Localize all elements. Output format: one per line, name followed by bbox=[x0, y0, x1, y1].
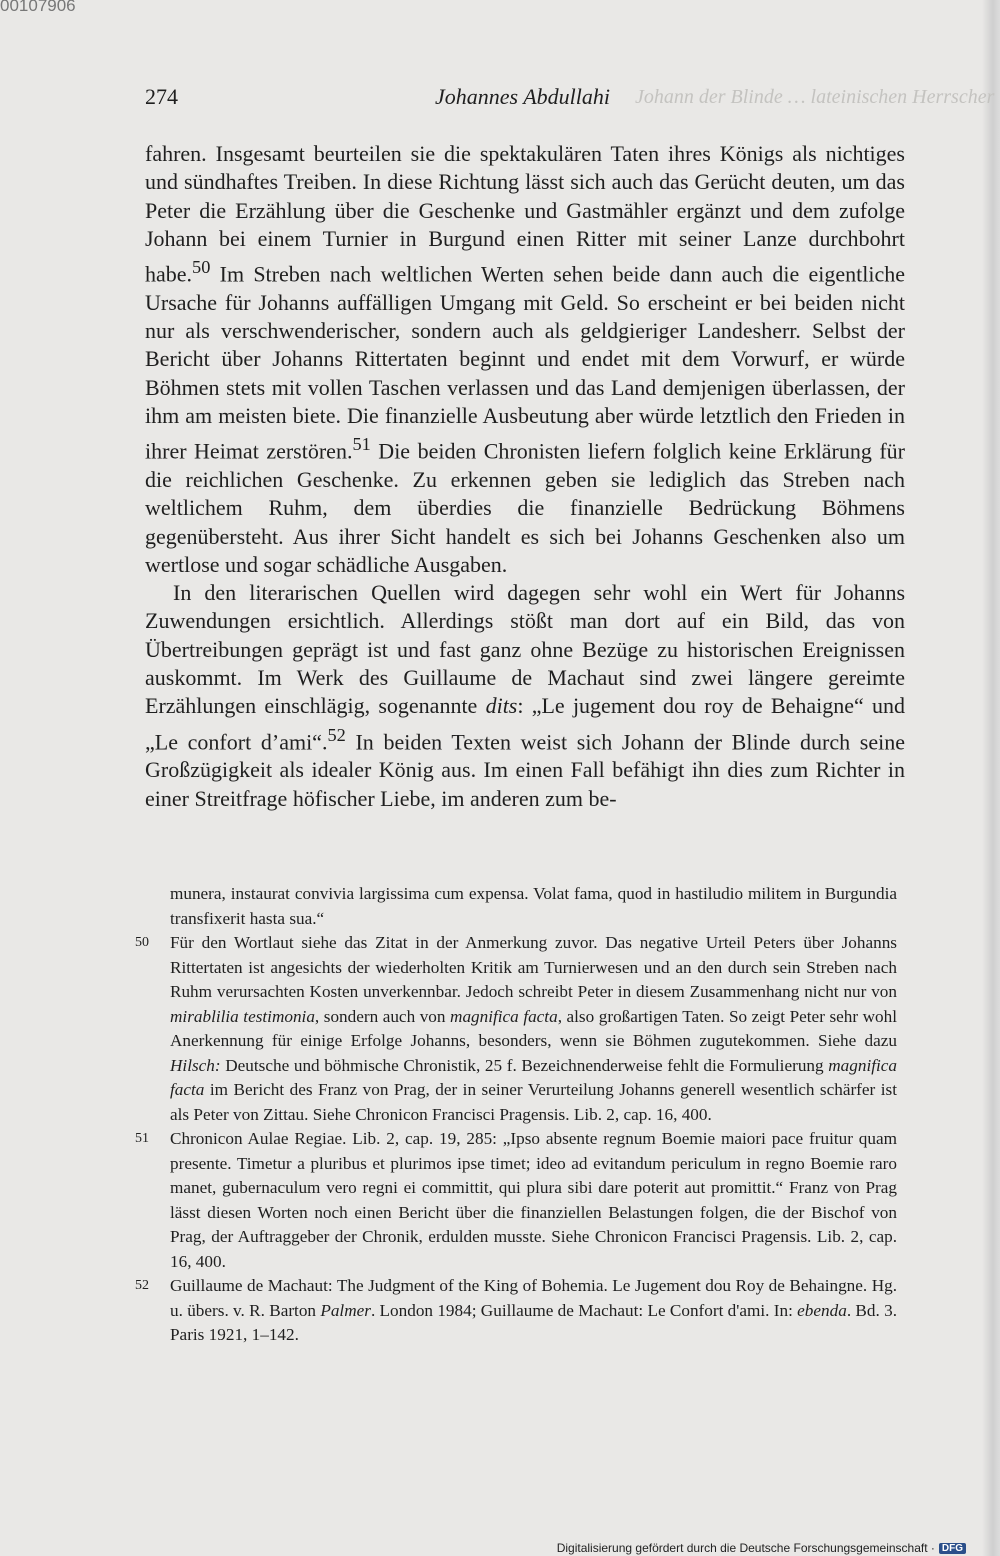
paragraph-2 bbox=[145, 579, 905, 813]
footnote-text: . London 1984; Guillaume de Machaut: Le Confort d'ami. In: bbox=[370, 1300, 798, 1320]
footnote-text: , also großartigen Taten. So zeigt Peter sehr wohl Anerkennung für einige Erfolge Johanns, besonders, wenn sie Böhmen zugutekommen. Siehe dazu bbox=[170, 1006, 898, 1050]
footnote-ref-50: 50 bbox=[192, 257, 211, 278]
page-number: 274 bbox=[145, 84, 178, 109]
footnote-51 bbox=[135, 1127, 897, 1274]
footnotes bbox=[135, 882, 897, 1348]
footnote-ref-51: 51 bbox=[352, 434, 371, 455]
footnote-continuation bbox=[135, 882, 897, 931]
footnote-text: Chronicon Aulae Regiae. Lib. 2, cap. 19, 285: „Ipso absente regnum Boemie maiori pace fruitur quam presente. Timetur a pluribus et plurimos ipse timet; ideo ad evitandum periculum in regno Boemie raro manet, gubernaculum vero regni ei committit, qui plura sibi dare poterit aut promittit.“ Franz von Prag lässt diesen Worten noch einen Bericht über die finanziellen Belastungen folgen, die der Bischof von Prag, der Auftraggeber der Chronik, erdulden musste. Siehe Chronicon Francisci Pragensis. Lib. 2, cap. 16, 400. bbox=[170, 1129, 897, 1271]
footnote-text: im Bericht des Franz von Prag, der in seiner Verurteilung Johanns generell wesentlich schärfer ist als Peter von Zittau. Siehe Chronicon Francisci Pragensis. Lib. 2, cap. 16, 400. bbox=[170, 1080, 897, 1124]
italic-term: ebenda bbox=[797, 1300, 847, 1320]
digitization-credit bbox=[557, 1541, 966, 1555]
italic-term: mirablilia testimonia bbox=[170, 1006, 315, 1026]
footnote-text: Deutsche und böhmische Chronistik, 25 f. Bezeichnenderweise fehlt die Formulierung bbox=[220, 1055, 829, 1075]
text-segment: In den literarischen Quellen wird dagegen sehr wohl ein Wert für Johanns Zuwendungen ersichtlich. Allerdings stößt man dort auf ein Bild, das von Übertreibungen geprägt ist und fast ganz ohne Bezüge zu historischen Ereignissen auskommt. Im Werk des Guillaume de Machaut sind zwei längere gereimte Erzählungen einschlägig, sogenannte bbox=[145, 580, 905, 719]
footnote-ref-52: 52 bbox=[327, 724, 346, 745]
bleed-through-text: Johann der Blinde … lateinischen Herrscher bbox=[635, 86, 995, 108]
footnote-text: munera, instaurat convivia largissima cum expensa. Volat fama, quod in hastiludio militem in Burgundia transfixerit hasta sua.“ bbox=[170, 884, 897, 928]
text-segment: : „Le jugement dou roy de Behaigne“ und „Le confort d’ami“. bbox=[145, 693, 905, 754]
italic-term: dits bbox=[485, 693, 518, 719]
text-segment: Im Streben nach weltlichen Werten sehen beide dann auch die eigentliche Ursache für Johanns auffälligen Umgang mit Geld. So erscheint er bei beiden nicht nur als verschwenderischer, sondern auch als geldgieriger Landesherr. Selbst der Bericht über Johanns Rittertaten beginnt und endet mit dem Vorwurf, er würde Böhmen stets mit vollen Taschen verlassen und das Land demjenigen überlassen, der ihm am meisten biete. Die finanzielle Ausbeutung aber würde letztlich den Frieden in ihrer Heimat zerstören. bbox=[145, 261, 905, 464]
page-edge-shadow bbox=[982, 0, 1000, 1556]
text-segment: fahren. Insgesamt beurteilen sie die spektakulären Taten ihres Königs als nichtiges und sündhaftes Treiben. In diese Richtung lässt sich auch das Gerücht deuten, um das Peter die Erzählung über die Geschenke und Gastmähler ergänzt und dem zufolge Johann bei einem Turnier in Burgund einen Ritter mit seiner Lanze durchbohrt habe. bbox=[145, 141, 905, 287]
footnote-50 bbox=[135, 931, 897, 1127]
footnote-text: Für den Wortlaut siehe das Zitat in der Anmerkung zuvor. Das negative Urteil Peters über Johanns Rittertaten ist angesichts der wiederholten Kritik am Turnierwesen und an den durch sein Streben nach Ruhm verursachten Kosten unverkennbar. Jedoch schreibt Peter in diesem Zusammenhang nicht nur von bbox=[170, 933, 897, 1001]
footnote-52 bbox=[135, 1274, 897, 1348]
text-segment: In beiden Texten weist sich Johann der Blinde durch seine Großzügigkeit als idealer König aus. Im einen Fall befähigt ihn dies zum Richter in einer Streitfrage höfischer Liebe, im anderen zum be- bbox=[145, 728, 905, 811]
dfg-logo: DFG bbox=[939, 1543, 966, 1554]
italic-term: magnifica facta bbox=[170, 1055, 897, 1099]
scan-id: 00107906 bbox=[0, 0, 76, 15]
text-segment: Die beiden Chronisten liefern folglich keine Erklärung für die reichlichen Geschenke. Zu erkennen geben sie lediglich das Streben nach weltlichem Ruhm, dem überdies die finanzielle Bedrückung Böhmens gegenübersteht. Aus ihrer Sicht handelt es sich bei Johanns Geschenken also um wertlose und sogar schädliche Ausgaben. bbox=[145, 438, 905, 577]
footnote-number: 52 bbox=[135, 1278, 149, 1293]
footnote-text: , sondern auch von bbox=[314, 1006, 451, 1026]
footnote-number: 50 bbox=[135, 935, 149, 950]
italic-term: Hilsch: bbox=[170, 1055, 221, 1075]
paragraph-1 bbox=[145, 140, 905, 579]
footnote-text: . Bd. 3. Paris 1921, 1–142. bbox=[170, 1300, 897, 1344]
running-title: Johannes Abdullahi bbox=[435, 84, 610, 109]
italic-term: Palmer bbox=[320, 1300, 371, 1320]
page-header bbox=[145, 84, 995, 114]
footnote-number: 51 bbox=[135, 1131, 149, 1146]
credit-text: Digitalisierung gefördert durch die Deutsche Forschungsgemeinschaft · bbox=[556, 1541, 935, 1555]
main-text bbox=[145, 140, 905, 813]
italic-term: magnifica facta bbox=[450, 1006, 558, 1026]
footnote-text: Guillaume de Machaut: The Judgment of the King of Bohemia. Le Jugement dou Roy de Behaingne. Hg. u. übers. v. R. Barton bbox=[170, 1276, 897, 1320]
